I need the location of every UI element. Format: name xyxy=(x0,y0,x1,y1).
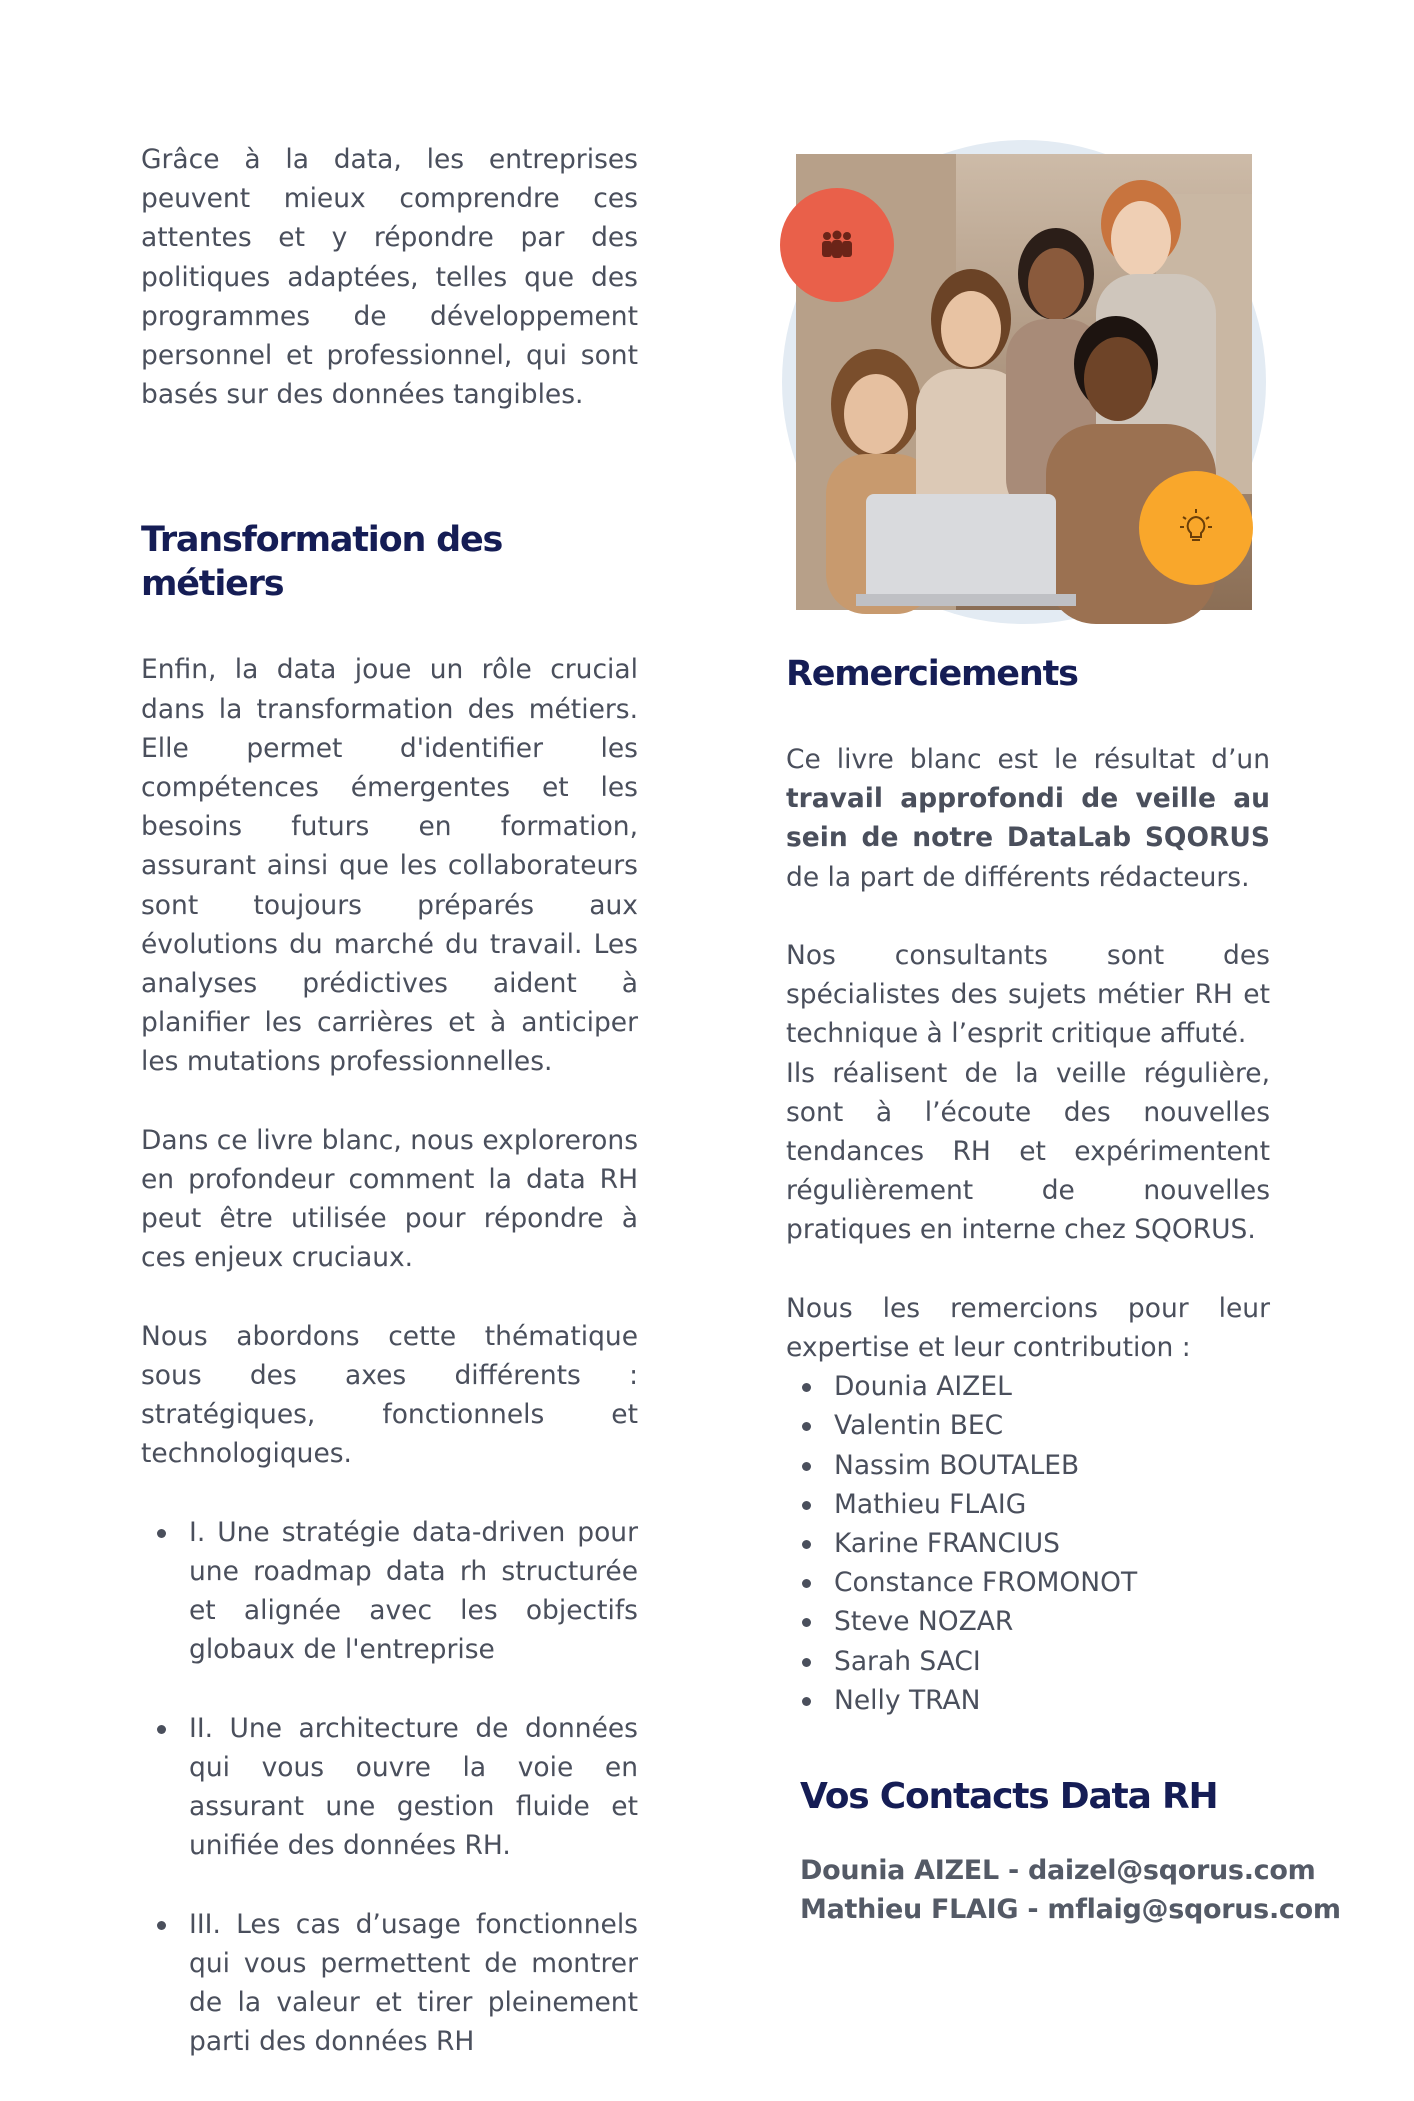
list-item: III. Les cas d’usage fonctionnels qui vous permettent de montrer de la valeur et tirer pleinement parti des données RH xyxy=(141,1905,638,2062)
lightbulb-icon xyxy=(1179,509,1213,547)
paragraph-axes: Nous abordons cette thématique sous des axes différents : stratégiques, fonctionnels et technologiques. xyxy=(141,1320,638,1470)
list-item: Mathieu FLAIG xyxy=(786,1485,1270,1524)
section-heading-contacts: Vos Contacts Data RH xyxy=(800,1776,1218,1817)
paragraph-transformation: Enfin, la data joue un rôle crucial dans la transformation des métiers. Elle permet d'identifier les compétences émergentes et les besoins futurs en formation, assurant ainsi que les collaborateurs sont toujours préparés aux évolutions du marché du travail. Les analyses prédictives aident à planifier les carrières et à anticiper les mutations professionnelles. xyxy=(141,654,638,1078)
paragraph-veille: Ils réalisent de la veille régulière, sont à l’écoute des nouvelles tendances RH et expérimentent régulièrement de nouvelles pratiques en interne chez SQORUS. xyxy=(786,1057,1270,1246)
paragraph-livre-blanc: Dans ce livre blanc, nous explorerons en profondeur comment la data RH peut être utilisée pour répondre à ces enjeux cruciaux. xyxy=(141,1124,638,1274)
contact-line: Mathieu FLAIG - mflaig@sqorus.com xyxy=(800,1894,1341,1925)
list-item: Steve NOZAR xyxy=(786,1602,1270,1641)
paragraph-remerciements: Nous les remercions pour leur expertise et leur contribution : xyxy=(786,1292,1270,1364)
text-span: Ce livre blanc est le résultat d’un xyxy=(786,744,1270,775)
contributors-list xyxy=(786,1367,1270,1720)
contact-line: Dounia AIZEL - daizel@sqorus.com xyxy=(800,1855,1316,1886)
section-heading-transformation: Transformation des métiers xyxy=(141,520,503,605)
list-item: Valentin BEC xyxy=(786,1406,1270,1445)
paragraph-consultants: Nos consultants sont des spécialistes des sujets métier RH et technique à l’esprit critique affuté. xyxy=(786,940,1270,1050)
list-item: Karine FRANCIUS xyxy=(786,1524,1270,1563)
left-column xyxy=(141,140,638,2101)
paragraph-livre-blanc-resultat xyxy=(786,740,1270,897)
axes-list xyxy=(141,1513,638,2062)
bold-text: travail approfondi de veille au sein de notre DataLab SQORUS xyxy=(786,783,1270,854)
section-heading-remerciements: Remerciements xyxy=(786,654,1078,694)
list-item: Constance FROMONOT xyxy=(786,1563,1270,1602)
list-item: Sarah SACI xyxy=(786,1642,1270,1681)
contacts-section xyxy=(800,1775,1341,1929)
right-column xyxy=(786,652,1270,1720)
intro-paragraph: Grâce à la data, les entreprises peuvent mieux comprendre ces attentes et y répondre par des politiques adaptées, telles que des programmes de développement personnel et professionnel, qui sont basés sur des données tangibles. xyxy=(141,144,638,411)
list-item: I. Une stratégie data-driven pour une roadmap data rh structurée et alignée avec les objectifs globaux de l'entreprise xyxy=(141,1513,638,1670)
list-item: II. Une architecture de données qui vous ouvre la voie en assurant une gestion fluide et unifiée des données RH. xyxy=(141,1709,638,1866)
idea-badge xyxy=(1139,471,1253,585)
team-icon xyxy=(820,230,854,260)
list-item: Nassim BOUTALEB xyxy=(786,1446,1270,1485)
text-span: de la part de différents rédacteurs. xyxy=(786,861,1250,893)
list-item: Dounia AIZEL xyxy=(786,1367,1270,1406)
team-badge xyxy=(780,188,894,302)
list-item: Nelly TRAN xyxy=(786,1681,1270,1720)
